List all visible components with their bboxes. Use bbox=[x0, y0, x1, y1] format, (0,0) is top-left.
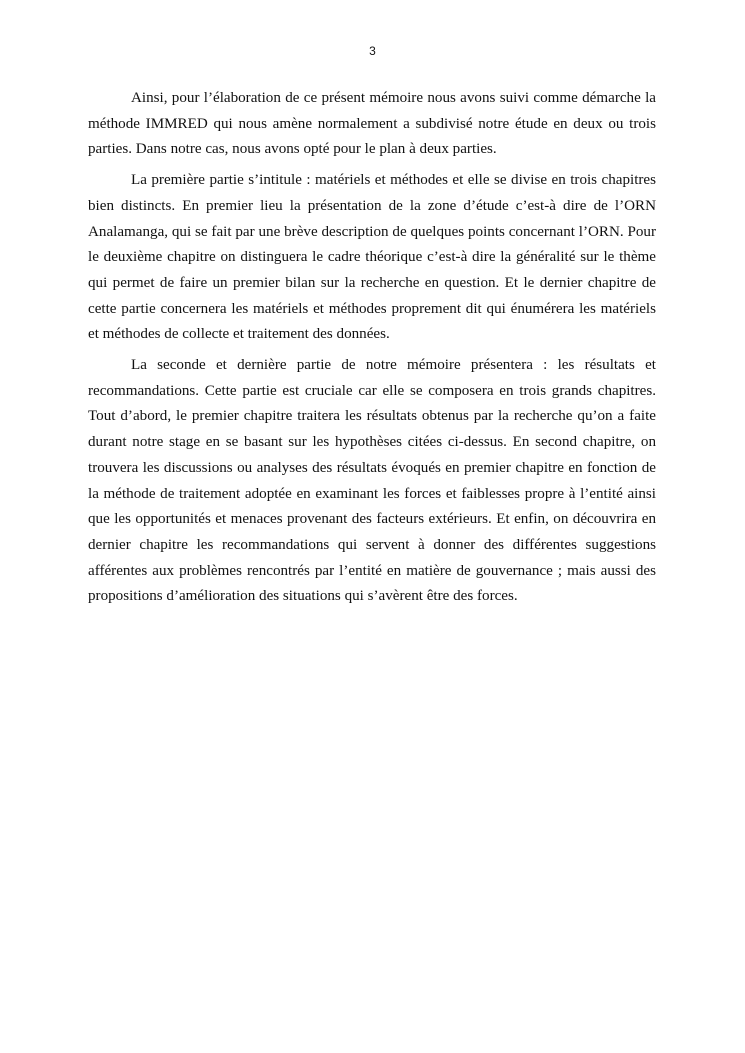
paragraph-second-part: La seconde et dernière partie de notre mémoire présentera : les résultats et recommandations. Cette partie est cruciale car elle se composera en trois grands chapitres. Tout d’abord, le premier chapitre traitera les résultats obtenus par la recherche qu’on a faite durant notre stage en se basant sur les hypothèses citées ci-dessus. En second chapitre, on trouvera les discussions ou analyses des résultats évoqués en premier chapitre en fonction de la méthode de traitement adoptée en examinant les forces et faiblesses propre à l’entité ainsi que les opportunités et menaces provenant des facteurs extérieurs. Et enfin, on découvrira en dernier chapitre les recommandations qui servent à donner des différentes suggestions afférentes aux problèmes rencontrés par l’entité en matière de gouvernance ; mais aussi des propositions d’amélioration des situations qui s’avèrent être des forces. bbox=[88, 357, 656, 605]
paragraph-first-part: La première partie s’intitule : matériels et méthodes et elle se divise en trois chapitres bien distincts. En premier lieu la présentation de la zone d’étude c’est-à dire de l’ORN Analamanga, qui se fait par une brève description de quelques points concernant l’ORN. Pour le deuxième chapitre on distinguera le cadre théorique c’est-à dire la généralité sur le thème qui permet de faire un premier bilan sur la recherche en question. Et le dernier chapitre de cette partie concernera les matériels et méthodes proprement dit qui énumérera les matériels et méthodes de collecte et traitement des données. bbox=[88, 172, 656, 343]
paragraph-intro-plan: Ainsi, pour l’élaboration de ce présent mémoire nous avons suivi comme démarche la méthode IMMRED qui nous amène normalement a subdivisé notre étude en deux ou trois parties. Dans notre cas, nous avons opté pour le plan à deux parties. bbox=[88, 90, 656, 158]
page-number: 3 bbox=[369, 44, 376, 58]
document-body bbox=[88, 86, 656, 615]
